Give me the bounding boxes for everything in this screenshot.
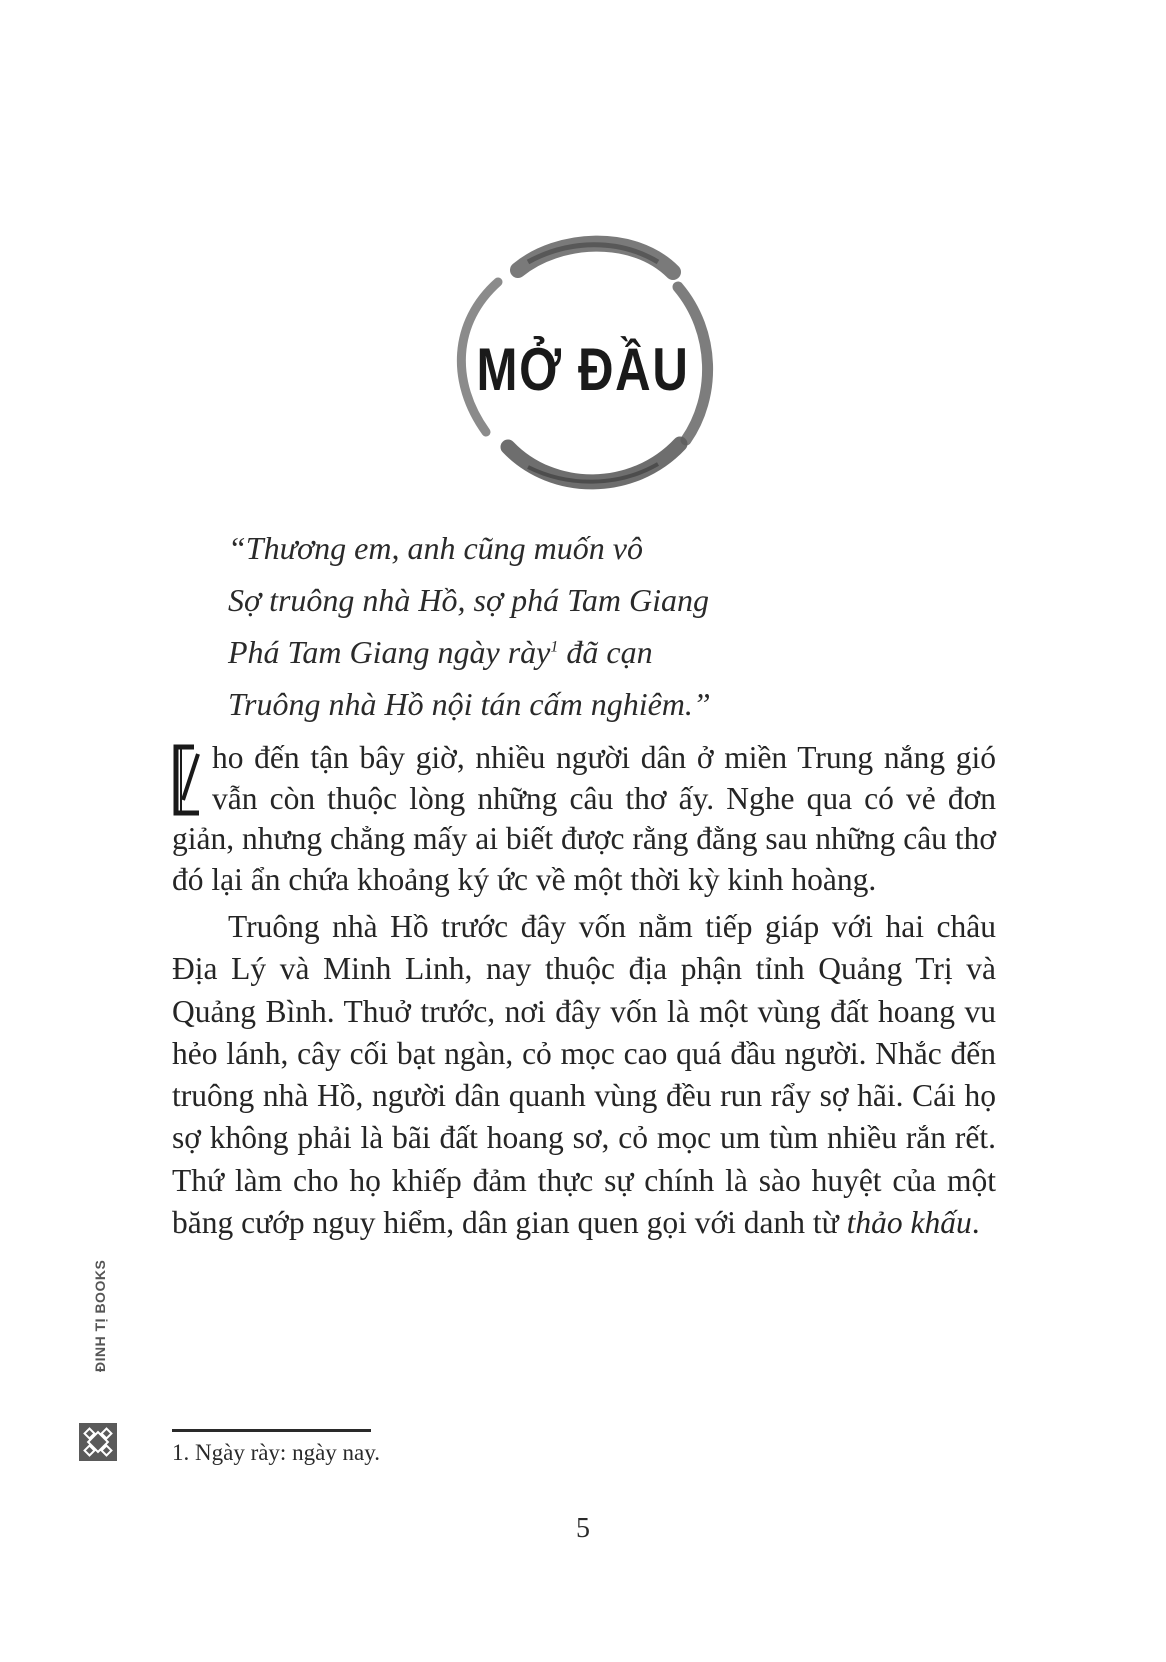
poem-line: Truông nhà Hồ nội tán cấm nghiêm.” bbox=[228, 686, 711, 722]
chapter-title: MỞ ĐẦU bbox=[476, 336, 690, 403]
poem-line-text: Phá Tam Giang ngày rày bbox=[228, 634, 551, 670]
paragraph-2 bbox=[172, 906, 996, 1244]
publisher-logo-icon bbox=[78, 1422, 118, 1462]
footnote-divider bbox=[172, 1429, 371, 1432]
body-text bbox=[172, 738, 996, 1244]
emphasized-term: thảo khấu bbox=[846, 1205, 972, 1241]
page-number: 5 bbox=[576, 1513, 590, 1544]
poem-line bbox=[228, 626, 1028, 678]
paragraph-2-end: . bbox=[971, 1205, 980, 1241]
footnote: 1. Ngày rày: ngày nay. bbox=[172, 1440, 380, 1465]
epigraph-poem bbox=[228, 522, 1028, 730]
footnote-reference: 1 bbox=[550, 638, 559, 656]
poem-line: “Thương em, anh cũng muốn vô bbox=[228, 530, 643, 566]
paragraph-1-text: ho đến tận bây giờ, nhiều người dân ở miền Trung nắng gió vẫn còn thuộc lòng những câu thơ ấy. Nghe qua có vẻ đơn giản, nhưng chẳng mấy ai biết được rằng đằng sau những câu thơ đó lại ẩn chứa khoảng ký ức về một thời kỳ kinh hoàng. bbox=[172, 740, 996, 897]
paragraph-1 bbox=[172, 738, 996, 900]
poem-line-tail: đã cạn bbox=[558, 634, 653, 670]
paragraph-2-text: Truông nhà Hồ trước đây vốn nằm tiếp giáp với hai châu Địa Lý và Minh Linh, nay thuộc địa phận tỉnh Quảng Trị và Quảng Bình. Thuở trước, nơi đây vốn là một vùng đất hoang vu hẻo lánh, cây cối bạt ngàn, cỏ mọc cao quá đầu người. Nhắc đến truông nhà Hồ, người dân quanh vùng đều run rẩy sợ hãi. Cái họ sợ không phải là bãi đất hoang sơ, cỏ mọc um tùm nhiều rắn rết. Thứ làm cho họ khiếp đảm thực sự chính là sào huyệt của một băng cướp nguy hiểm, dân gian quen gọi với danh từ bbox=[172, 909, 996, 1241]
poem-line: Sợ truông nhà Hồ, sợ phá Tam Giang bbox=[228, 582, 710, 618]
publisher-name: ĐINH TỊ BOOKS bbox=[92, 1259, 108, 1372]
drop-cap-c-glyph bbox=[172, 744, 202, 816]
